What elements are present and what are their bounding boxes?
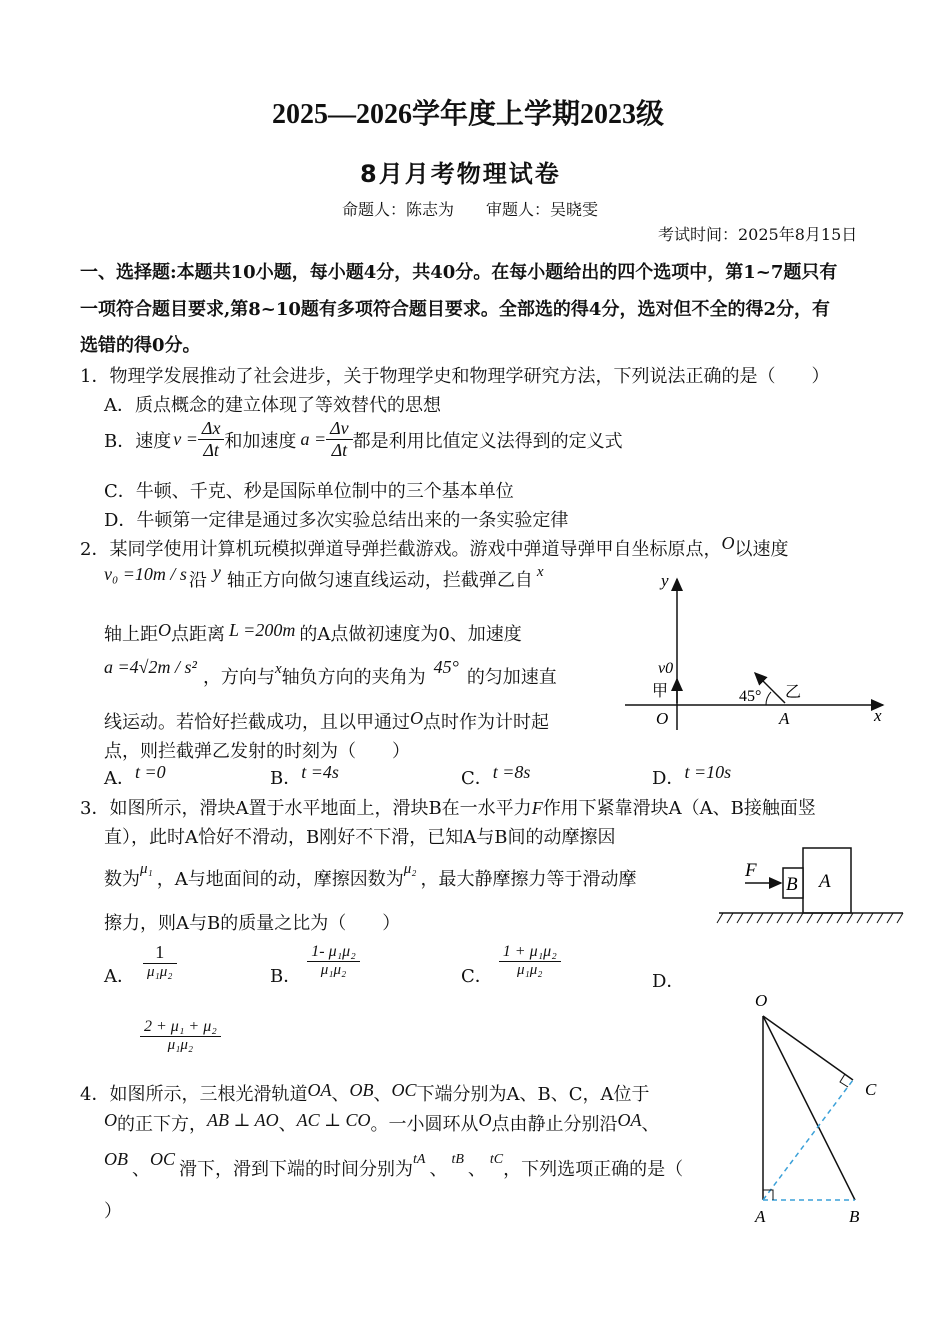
q1-b-frac2 (326, 418, 353, 461)
q2-fig-o-label: O (656, 709, 669, 728)
q4-sep4: 、 (429, 1159, 448, 1180)
q4-l1b: 下端分别为A、B、C，A位于 (416, 1084, 650, 1105)
q3-opt-c-label: C． (461, 966, 493, 987)
q2-l2-y: y (212, 562, 221, 582)
q4-sep3: 、 (278, 1114, 297, 1135)
q3-opt-d-den: μ₁μ₂ (167, 1037, 194, 1053)
q2-opt-d-label: D． (652, 768, 685, 789)
q2-angle-arc (766, 692, 771, 705)
q3-opt-b-frac (307, 943, 360, 979)
q2-line4 (104, 657, 557, 689)
q4-track-oc (763, 1016, 853, 1080)
q1-stem: 1．物理学发展推动了社会进步，关于物理学史和物理学研究方法，下列说法正确的是（ ） (80, 366, 830, 387)
q4-oa: OA (307, 1080, 332, 1100)
q4-track-ob (763, 1016, 855, 1200)
q3-mu2: μ₂ (403, 861, 417, 877)
q2-l3-o: O (158, 620, 171, 640)
q4-ta: tA (413, 1152, 426, 1167)
q2-fig-v0-label: v0 (658, 660, 674, 677)
q4-line4: ） (104, 1201, 122, 1222)
q2-fig-x-label: x (874, 706, 882, 725)
title-line2: 8月月考物理试卷 (360, 160, 561, 188)
q1-b-frac2-den: Δt (331, 440, 348, 460)
q3-line4: 擦力，则A与B的质量之比为（ ） (104, 913, 401, 934)
q4-l3b: 滑下，滑到下端的时间分别为 (179, 1159, 414, 1180)
q4-fig-a-label: A (755, 1207, 766, 1226)
section1-line1: 一、选择题:本题共10小题，每小题4分，共40分。在每小题给出的四个选项中，第1~7题只有 (80, 262, 838, 283)
q2-opt-c-label: C． (461, 768, 493, 789)
q2-fig-angle-label: 45° (739, 688, 762, 705)
q4-fig-o-label: O (755, 991, 768, 1010)
q2-l3a: 轴上距 (104, 624, 158, 645)
q1-option-c: C．牛顿、千克、秒是国际单位制中的三个基本单位 (104, 481, 514, 502)
q1-b-frac1 (198, 418, 225, 461)
q2-l4d: 的匀加速直 (466, 667, 557, 688)
q4-l3c: ，下列选项正确的是（ (503, 1159, 684, 1180)
q4-ob: OB (349, 1080, 374, 1100)
q3-opt-a-num: 1 (143, 942, 177, 964)
q3-opt-b-den: μ₁μ₂ (320, 962, 347, 978)
q4-ab-perp: AB ⊥ AO (207, 1110, 279, 1130)
q2-option-a (104, 764, 166, 790)
q4-line3 (104, 1149, 684, 1181)
q1-option-a: A．质点概念的建立体现了等效替代的思想 (104, 395, 441, 416)
q4-ac-perp: AC ⊥ CO (296, 1110, 371, 1130)
q2-opt-a-label: A． (104, 768, 135, 789)
q3-option-d-frac (140, 1018, 221, 1054)
q1-b-suffix: 都是利用比值定义法得到的定义式 (352, 430, 623, 452)
q4-l2-o: O (104, 1110, 117, 1130)
q4-tb: tB (451, 1152, 464, 1167)
q3-opt-d-num: 2 + μ₁ + μ₂ (140, 1018, 221, 1037)
q2-line5 (104, 708, 549, 734)
q3-l3b: ，A与地面间的动，摩擦因数为 (156, 869, 404, 890)
q1-b-frac2-num: Δv (326, 418, 353, 440)
q2-l3c: 的A点做初速度为0、加速度 (299, 624, 522, 645)
q4-l3a: 、 (132, 1159, 150, 1180)
q2-v0: v₀ =10m / s (104, 564, 187, 584)
q2-l3b: 点距离 (171, 624, 225, 645)
authors: 命题人：陈志为 审题人：吴晓雯 (342, 200, 599, 219)
q3-opt-a-frac (143, 942, 177, 981)
q2-l2b: 轴正方向做匀速直线运动，拦截弹乙自 (226, 570, 533, 591)
q1-option-b (104, 418, 623, 461)
q3-opt-d-frac (140, 1018, 221, 1054)
q2-line6: 点，则拦截弹乙发射的时刻为（ ） (104, 741, 410, 762)
q1-b-a: a = (300, 429, 327, 449)
q3-l3c: ，最大静摩擦力等于滑动摩 (420, 869, 637, 890)
q4-l1a: 4．如图所示，三根光滑轨道 (80, 1084, 308, 1105)
q3-figure (715, 843, 907, 925)
q1-b-v: v = (173, 429, 198, 449)
q3-line1 (80, 794, 816, 820)
q3-opt-b-label: B． (270, 966, 302, 987)
q4-l2b: 。一小圆环从 (370, 1114, 479, 1135)
q2-l5a: 线运动。若恰好拦截成功，且以甲通过 (104, 712, 410, 733)
q3-line2: 直），此时A恰好不滑动，B刚好不下滑，已知A与B间的动摩擦因 (104, 827, 616, 848)
q2-along: 沿 (188, 570, 207, 591)
q3-l1: 3．如图所示，滑块A置于水平地面上，滑块B在一水平力 (80, 798, 532, 819)
q4-l3-oc: OC (150, 1149, 176, 1169)
q2-line3 (104, 620, 522, 646)
q2-line1 (80, 535, 788, 561)
q2-opt-d-value: t =10s (684, 762, 732, 782)
q2-opt-b-label: B． (270, 768, 302, 789)
q1-b-mid: 和加速度 (224, 430, 297, 452)
q4-sep2: 、 (373, 1084, 392, 1105)
q3-opt-c-num: 1 + μ₁μ₂ (499, 943, 561, 962)
q4-l2c: 点由静止分别沿 (491, 1114, 618, 1135)
q3-l1-f: F (531, 798, 543, 818)
title-line1: 2025—2026学年度上学期2023级 (272, 99, 665, 130)
q2-l3-L: L =200m (229, 620, 296, 640)
q2-l4c: 轴负方向的夹角为 (281, 667, 426, 688)
q4-line1 (80, 1080, 649, 1106)
q2-line2 (104, 562, 544, 592)
q3-mu1: μ₁ (140, 861, 153, 877)
q2-fig-yi-label: 乙 (785, 684, 802, 701)
q4-figure (745, 988, 890, 1228)
q4-sep5: 、 (467, 1159, 486, 1180)
q2-opt-a-value: t =0 (135, 762, 166, 782)
q3-fig-a-label: A (819, 871, 831, 892)
q2-fig-jia-label: 甲 (652, 683, 669, 700)
q1-b-frac1-num: Δx (198, 418, 225, 440)
q2-l1b: 以速度 (734, 539, 789, 560)
q2-l1-o: O (721, 533, 735, 553)
q3-l1b: 作用下紧靠滑块A（A、B接触面竖 (542, 798, 816, 819)
q2-fig-y-label: y (661, 571, 669, 590)
exam-time: 考试时间：2025年8月15日 (658, 225, 858, 244)
q4-l3-ob: OB (104, 1149, 128, 1169)
q2-option-b (270, 764, 339, 790)
q4-fig-b-label: B (849, 1207, 860, 1226)
q2-l4b: ，方向与 (202, 667, 275, 688)
q2-option-c (461, 764, 530, 790)
q4-l2-o2: O (478, 1110, 492, 1130)
section1-line2: 一项符合题目要求,第8~10题有多项符合题目要求。全部选的得4分，选对但不全的得2分，有 (80, 299, 830, 320)
q3-option-d-label: D． (652, 971, 685, 992)
q4-l2d: 、 (641, 1114, 660, 1135)
q2-l4-x: x (274, 661, 282, 677)
q2-l4-a: a =4√2m / s² (104, 657, 197, 677)
q3-opt-b-num: 1- μ₁μ₂ (307, 943, 360, 962)
q1-b-frac1-den: Δt (203, 440, 219, 460)
q2-fig-a-label: A (779, 709, 790, 728)
q4-fig-c-label: C (865, 1080, 877, 1099)
q4-oc: OC (391, 1080, 417, 1100)
q2-l2-x: x (536, 564, 544, 580)
q2-l5b: 点时作为计时起 (423, 712, 549, 733)
q2-opt-b-value: t =4s (301, 762, 339, 782)
q1-option-d: D．牛顿第一定律是通过多次实验总结出来的一条实验定律 (104, 510, 569, 531)
q2-opt-c-value: t =8s (492, 762, 531, 782)
q4-dashed-ac (763, 1080, 853, 1200)
q3-option-c (461, 934, 561, 988)
q3-fig-f-label: F (745, 860, 757, 881)
q3-option-a (104, 934, 177, 988)
q3-line3 (104, 861, 637, 891)
q4-l2a: 的正下方， (117, 1114, 207, 1135)
q3-fig-b-label: B (786, 874, 798, 895)
q3-opt-a-label: A． (104, 966, 135, 987)
q2-figure (625, 565, 890, 740)
q3-opt-a-den: μ₁μ₂ (147, 963, 173, 980)
q3-opt-c-frac (499, 943, 561, 979)
q1-b-prefix: B．速度 (104, 430, 172, 452)
q4-l2-oa: OA (617, 1110, 642, 1130)
q4-sep1: 、 (331, 1084, 350, 1105)
q2-l5-o: O (410, 708, 423, 728)
section1-line3: 选错的得0分。 (80, 335, 201, 356)
q2-l1a: 2．某同学使用计算机玩模拟弹道导弹拦截游戏。游戏中弹道导弹甲自坐标原点， (80, 539, 722, 560)
q3-l3a: 数为 (104, 869, 140, 890)
q2-l4-ang: 45° (433, 657, 459, 677)
q3-opt-c-den: μ₁μ₂ (517, 962, 543, 978)
q4-tc: tC (489, 1152, 504, 1167)
q4-line2 (104, 1110, 660, 1136)
q3-ground-hatch (717, 913, 903, 923)
q3-option-b (270, 934, 360, 988)
q2-option-d (652, 764, 731, 790)
